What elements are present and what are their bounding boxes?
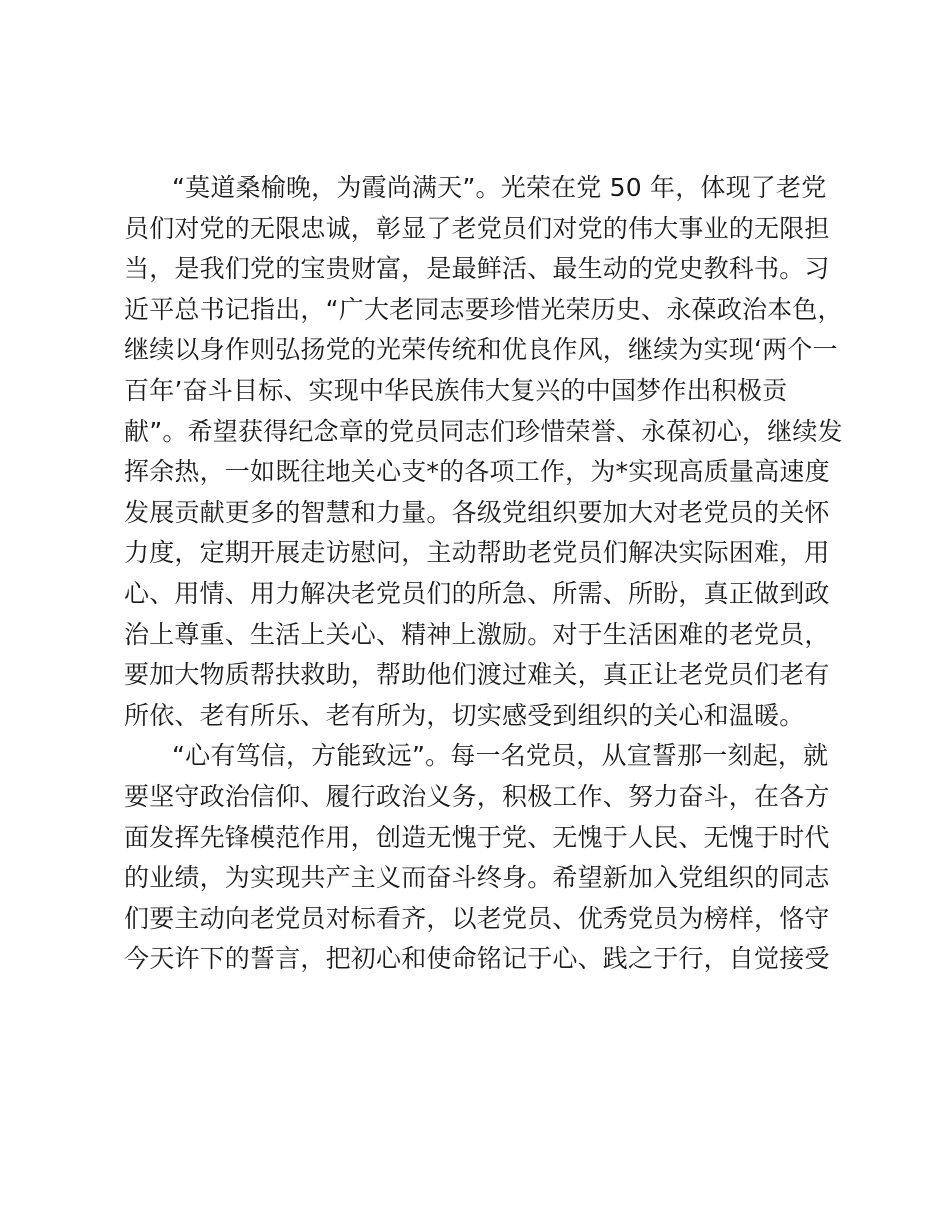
paragraph-1-line-1: “莫道桑榆晚，为霞尚满天”。光荣在党 50 年，体现了老党 bbox=[172, 173, 827, 202]
paragraph-1-line-12: 治上尊重、生活上关心、精神上激励。对于生活困难的老党员， bbox=[124, 619, 830, 649]
paragraph-2-line-1: “心有笃信，方能致远”。每一名党员，从宣誓那一刻起，就 bbox=[172, 741, 829, 771]
paragraph-1-line-11: 心、用情、用力解决老党员们的所急、所需、所盼，真正做到政 bbox=[124, 578, 830, 608]
paragraph-2-line-6: 今天许下的誓言，把初心和使命铭记于心、践之于行，自觉接受 bbox=[124, 944, 830, 974]
paragraph-1-line-10: 力度，定期开展走访慰问，主动帮助老党员们解决实际困难，用 bbox=[124, 538, 830, 568]
paragraph-1-line-9: 发展贡献更多的智慧和力量。各级党组织要加大对老党员的关怀 bbox=[124, 497, 830, 527]
paragraph-2-line-4: 的业绩，为实现共产主义而奋斗终身。希望新加入党组织的同志 bbox=[124, 863, 830, 893]
paragraph-1-line-14: 所依、老有所乐、老有所为，切实感受到组织的关心和温暖。 bbox=[124, 700, 805, 730]
paragraph-2-line-5: 们要主动向老党员对标看齐，以老党员、优秀党员为榜样，恪守 bbox=[124, 903, 830, 933]
paragraph-1-line-3: 当，是我们党的宝贵财富，是最鲜活、最生动的党史教科书。习 bbox=[124, 254, 830, 284]
paragraph-1-line-2: 员们对党的无限忠诚，彰显了老党员们对党的伟大事业的无限担 bbox=[124, 213, 830, 243]
document-body bbox=[124, 168, 844, 980]
paragraph-1-line-8: 挥余热，一如既往地关心支*的各项工作，为*实现高质量高速度 bbox=[124, 457, 830, 487]
paragraph-2-line-2: 要坚守政治信仰、履行政治义务，积极工作、努力奋斗，在各方 bbox=[124, 781, 830, 811]
paragraph-1-line-4: 近平总书记指出，“广大老同志要珍惜光荣历史、永葆政治本色， bbox=[124, 294, 843, 324]
paragraph-1-line-5: 继续以身作则弘扬党的光荣传统和优良作风，继续为实现‘两个一 bbox=[124, 335, 838, 365]
paragraph-2-line-3: 面发挥先锋模范作用，创造无愧于党、无愧于人民、无愧于时代 bbox=[124, 822, 830, 852]
paragraph-1-line-6: 百年’奋斗目标、实现中华民族伟大复兴的中国梦作出积极贡 bbox=[124, 375, 788, 405]
paragraph-1-line-7: 献”。希望获得纪念章的党员同志们珍惜荣誉、永葆初心，继续发 bbox=[124, 416, 843, 446]
paragraph-1-line-13: 要加大物质帮扶救助，帮助他们渡过难关，真正让老党员们老有 bbox=[124, 660, 830, 690]
